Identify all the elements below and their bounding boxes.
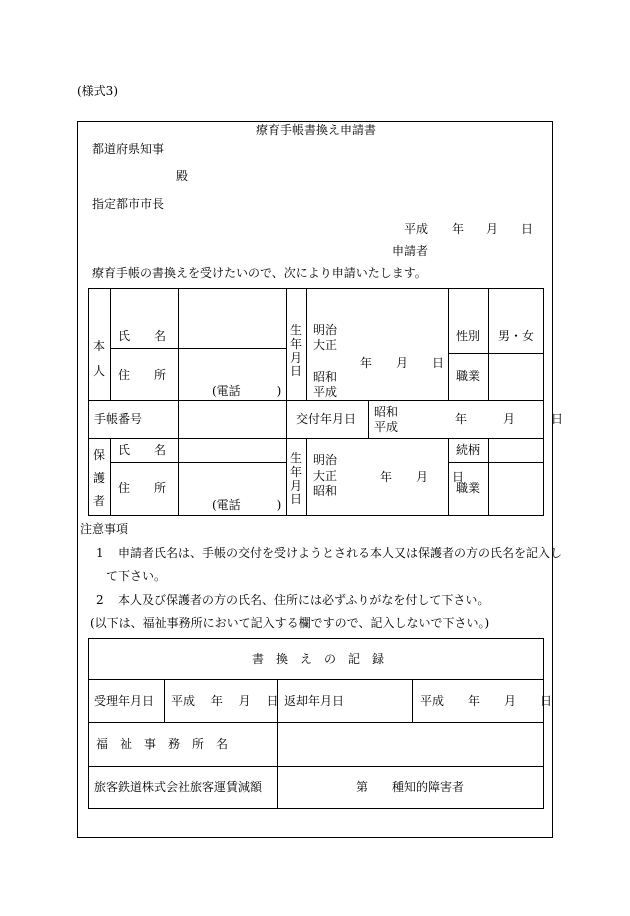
date-day: 日: [521, 222, 534, 236]
note-2-number: 2: [96, 593, 104, 607]
person-right-divider: [448, 353, 544, 354]
person-col1: [110, 288, 111, 400]
record-fare-value: 第 種知的障害者: [356, 780, 465, 794]
notes-heading: 注意事項: [80, 522, 129, 536]
frame-top: [77, 121, 553, 122]
guardian-address-label: 住 所: [118, 481, 167, 495]
guardian-right-divider: [448, 462, 544, 463]
record-received-label: 受理年月日: [94, 694, 155, 708]
table-right: [543, 288, 544, 516]
record-returned-date: 平成 年 月 日: [420, 694, 553, 708]
person-gender-label: 性別: [456, 329, 481, 343]
record-received-date: 平成 年 月 日: [171, 694, 279, 708]
booklet-number-label: 手帳番号: [94, 412, 143, 426]
applicant-label: 申請者: [392, 244, 429, 258]
note-2-text: 本人及び保護者の方の氏名、住所には必ずふりがなを付して下さい。: [118, 593, 490, 607]
form-title: 療育手帳書換え申請書: [256, 123, 377, 137]
person-col4: [306, 288, 307, 400]
record-top: [88, 638, 544, 639]
note-1-number: 1: [96, 546, 104, 560]
addressee-honorific: 殿: [176, 169, 189, 183]
note-1-line-2: て下さい。: [106, 569, 167, 583]
intro-text: 療育手帳の書換えを受けたいので、次により申請いたします。: [92, 266, 427, 280]
person-row-divider: [110, 348, 286, 349]
booklet-eras: 昭和 平成: [374, 405, 399, 434]
note-1-line-1: 申請者氏名は、手帳の交付を受けようとされる本人又は保護者の方の氏名を記入し: [118, 546, 563, 560]
guardian-eras: 明治 大正 昭和: [313, 453, 338, 499]
booklet-col3: [368, 400, 369, 438]
booklet-row-top: [88, 400, 544, 401]
addressee-mayor: 指定都市市長: [92, 197, 165, 211]
form-number-label: (様式3): [77, 84, 118, 98]
table-left: [88, 288, 89, 516]
guardian-section-label: 保護者: [92, 448, 105, 508]
person-birth-ymd: 年 月 日: [360, 356, 445, 370]
guardian-occupation-label: 職業: [456, 481, 481, 495]
record-bottom: [88, 808, 544, 809]
booklet-col1: [178, 400, 179, 438]
addressee-governor: 都道府県知事: [92, 142, 165, 156]
guardian-col2: [178, 438, 179, 515]
guardian-relation-label: 続柄: [456, 443, 481, 457]
table-top: [88, 288, 544, 289]
booklet-col2: [286, 400, 287, 438]
guardian-col1: [110, 438, 111, 515]
person-name-label: 氏 名: [118, 329, 167, 343]
record-title: 書 換 え の 記 録: [252, 652, 385, 666]
table-bottom: [88, 515, 544, 516]
person-col3: [286, 288, 287, 400]
record-fare-label: 旅客鉄道株式会社旅客運賃減額: [94, 780, 263, 794]
guardian-name-label: 氏 名: [118, 443, 167, 457]
person-gender-value: 男・女: [498, 329, 535, 343]
person-eras-bottom: 昭和 平成: [313, 370, 338, 399]
record-left: [88, 638, 89, 809]
person-birth-label: 生年月日: [289, 323, 302, 379]
date-era: 平成: [404, 222, 429, 236]
date-month: 月: [486, 222, 499, 236]
record-row2: [88, 722, 544, 723]
record-row3: [88, 766, 544, 767]
person-section-label: 本人: [92, 339, 105, 379]
record-row1: [88, 679, 544, 680]
record-col-c: [412, 679, 413, 722]
guardian-col3: [286, 438, 287, 515]
guardian-birth-ymd: 年 月 日: [380, 470, 465, 484]
person-col6: [488, 288, 489, 400]
record-office-label: 福 祉 事 務 所 名: [96, 737, 229, 751]
person-address-label: 住 所: [118, 368, 167, 382]
person-col5: [448, 288, 449, 400]
frame-bottom: [77, 837, 553, 838]
person-phone-label: (電話 ): [212, 384, 282, 398]
guardian-col6: [488, 438, 489, 515]
guardian-row-divider: [110, 462, 286, 463]
person-eras-top: 明治 大正: [313, 323, 338, 352]
guardian-phone-label: (電話 ): [212, 498, 282, 512]
guardian-col4: [306, 438, 307, 515]
booklet-issue-ymd: 年 月 日: [455, 412, 564, 426]
record-right: [543, 638, 544, 809]
date-year: 年: [452, 222, 465, 236]
record-col-a: [164, 679, 165, 722]
person-occupation-label: 職業: [456, 369, 481, 383]
office-only-notice: (以下は、福祉事務所において記入する欄ですので、記入しないで下さい。): [90, 616, 490, 630]
booklet-issue-date-label: 交付年月日: [296, 412, 357, 426]
guardian-birth-label: 生年月日: [289, 451, 302, 507]
person-col2: [178, 288, 179, 400]
frame-left: [77, 121, 78, 838]
guardian-row-top: [88, 438, 544, 439]
frame-right: [552, 121, 553, 838]
record-returned-label: 返却年月日: [284, 694, 345, 708]
